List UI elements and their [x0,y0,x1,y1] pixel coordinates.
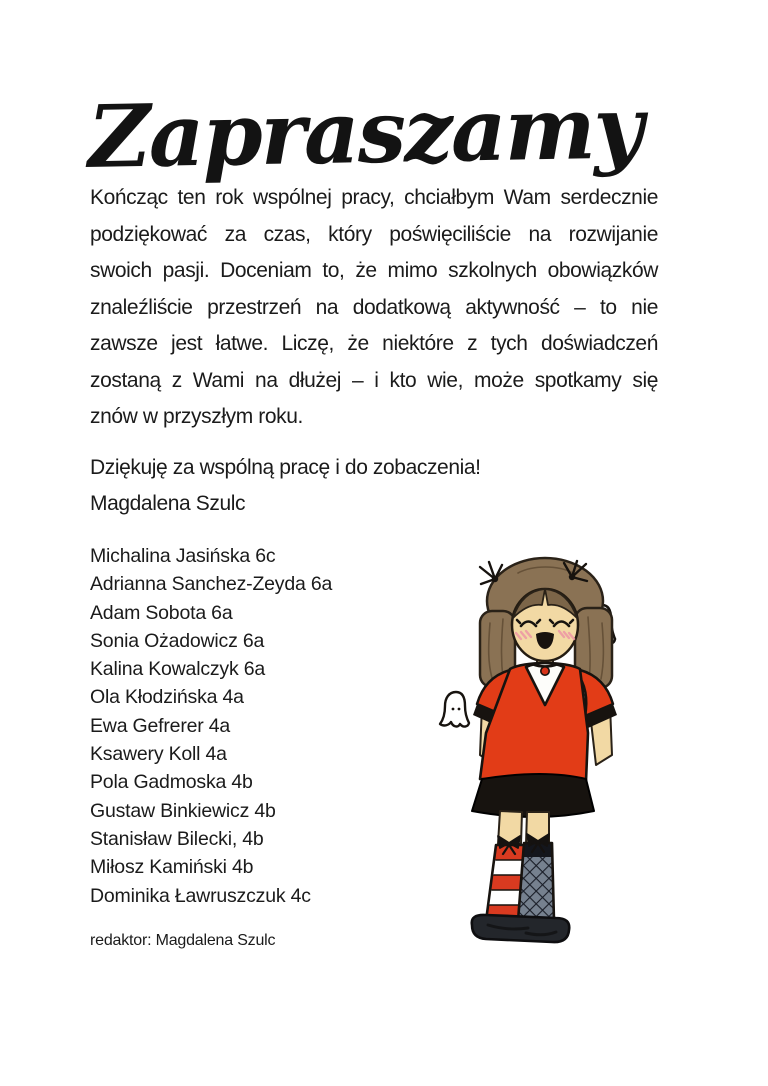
participant-name: Sonia Ożadowicz 6a [90,629,265,652]
intro-paragraph [90,180,658,436]
girl-and-ghosts-illustration [428,553,668,953]
paragraph-line: podziękować za czas, który poświęciliście na rozwijanie [90,222,658,246]
girl-figure [472,558,617,942]
paragraph-line: swoich pasji. Doceniam to, że mimo szkolnych obowiązków [90,259,658,282]
participant-name: Michalina Jasińska 6c [90,545,276,567]
page-title: Zapraszamy [87,76,643,188]
participant-name: Adam Sobota 6a [90,601,233,624]
face [512,589,578,661]
participant-name: Ewa Gefrerer 4a [90,714,231,737]
farewell-thanks-line: Dziękuję za wspólną pracę i do zobaczenia! [90,456,481,479]
participant-name: Adrianna Sanchez-Zeyda 6a [90,573,333,596]
participant-name: Gustaw Binkiewicz 4b [90,799,276,822]
participant-name: Miłosz Kamiński 4b [90,856,254,879]
paragraph-line: zostaną z Wami na dłużej – i kto wie, może spotkamy się [90,368,658,392]
participant-name: Stanisław Bilecki, 4b [90,827,264,850]
participant-name: Pola Gadmoska 4b [90,771,253,794]
skirt [472,774,594,817]
participant-name: Kalina Kowalczyk 6a [90,658,266,681]
paragraph-line: znów w przyszłym roku. [90,405,303,428]
editor-credit: redaktor: Magdalena Szulc [90,932,276,949]
paragraph-line: znaleźliście przestrzeń na dodatkową aktywność – to nie [90,295,658,319]
paragraph-line: Kończąc ten rok wspólnej pracy, chciałbym Wam serdecznie [90,186,658,209]
participant-name: Ola Kłodzińska 4a [90,686,244,709]
participant-name: Dominika Ławruszczuk 4c [90,884,311,907]
sock-right-fishnet [516,841,558,923]
participant-name: Ksawery Koll 4a [90,743,227,766]
farewell-block [90,450,658,522]
farewell-signature: Magdalena Szulc [90,492,246,515]
ghost-left-icon [440,692,469,727]
paragraph-line: zawsze jest łatwe. Liczę, że niektóre z tych doświadczeń [90,332,658,355]
participant-name-list [90,542,430,910]
